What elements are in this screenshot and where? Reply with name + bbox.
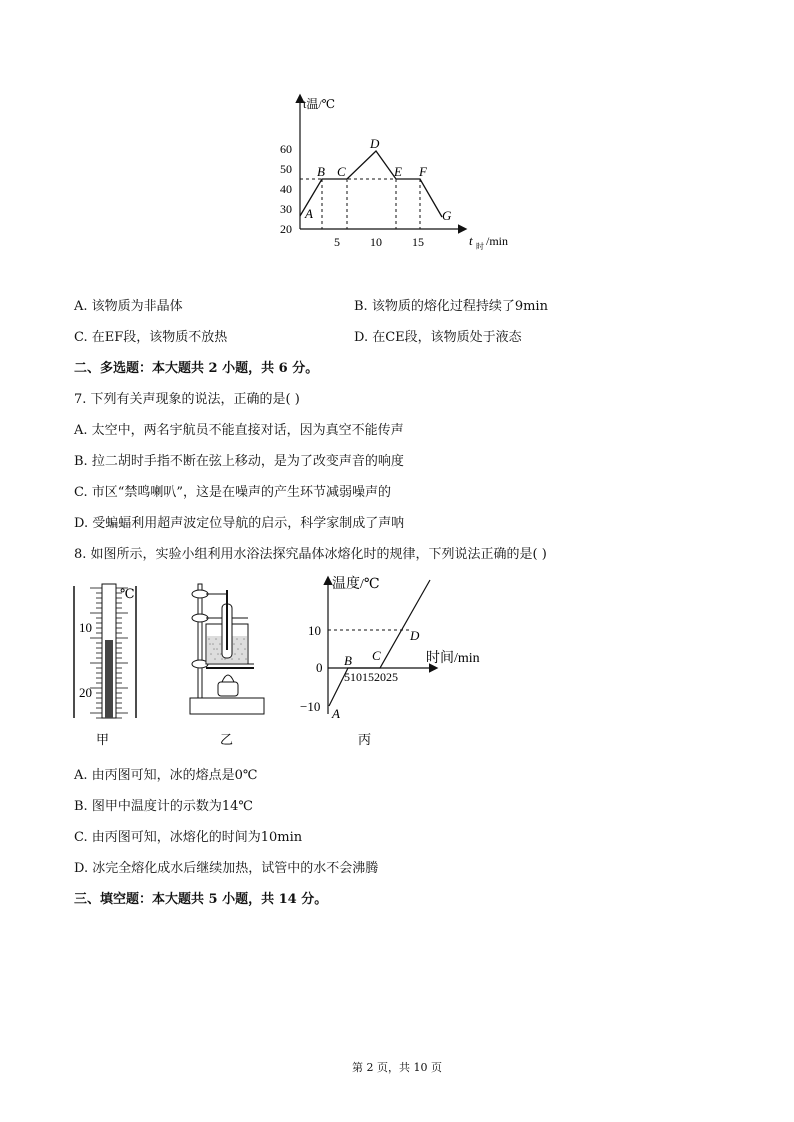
q7-stem: 7. 下列有关声现象的说法，正确的是( ) bbox=[74, 392, 300, 407]
y-tick: 60 bbox=[280, 142, 292, 156]
y-tick: 0 bbox=[316, 660, 323, 675]
q7-option-c: C. 市区“禁鸣喇叭”，这是在噪声的产生环节减弱噪声的 bbox=[74, 485, 392, 500]
q6-option-a: A. 该物质为非晶体 bbox=[74, 299, 183, 314]
x-tick: 510152025 bbox=[344, 670, 398, 684]
section-heading-fill-in: 三、填空题：本大题共 5 小题，共 14 分。 bbox=[74, 892, 328, 907]
y-tick: 50 bbox=[280, 162, 292, 176]
y-axis-label: t温/℃ bbox=[303, 97, 336, 111]
tick-label: 10 bbox=[79, 620, 92, 635]
y-axis-label: 温度/℃ bbox=[332, 577, 380, 592]
x-tick: 5 bbox=[334, 235, 340, 249]
point-label: G bbox=[442, 208, 452, 223]
q8-option-b: B. 图甲中温度计的示数为14℃ bbox=[74, 799, 253, 814]
q8-option-c: C. 由丙图可知，冰熔化的时间为10min bbox=[74, 830, 303, 845]
point-label: B bbox=[344, 653, 352, 668]
q7-option-a: A. 太空中，两名宇航员不能直接对话，因为真空不能传声 bbox=[74, 423, 404, 438]
y-tick: 40 bbox=[280, 182, 292, 196]
point-label: C bbox=[372, 648, 381, 663]
page-footer: 第 2 页，共 10 页 bbox=[352, 1061, 442, 1074]
y-tick: 10 bbox=[308, 623, 321, 638]
water-bath-apparatus bbox=[176, 578, 276, 750]
point-label: A bbox=[305, 206, 313, 221]
svg-text:t: t bbox=[469, 233, 473, 248]
q8-option-a: A. 由丙图可知，冰的熔点是0℃ bbox=[74, 768, 258, 783]
thermometer-figure bbox=[66, 578, 146, 750]
q7-option-d: D. 受蝙蝠利用超声波定位导航的启示，科学家制成了声呐 bbox=[74, 516, 405, 531]
ice-melting-graph bbox=[296, 572, 506, 752]
q7-option-b: B. 拉二胡时手指不断在弦上移动，是为了改变声音的响度 bbox=[74, 454, 404, 469]
svg-text:/min: /min bbox=[486, 234, 509, 248]
q6-option-c: C. 在EF段，该物质不放热 bbox=[74, 330, 228, 345]
y-tick: 30 bbox=[280, 202, 292, 216]
point-label: A bbox=[332, 706, 340, 721]
point-label: D bbox=[410, 628, 420, 643]
x-tick: 10 bbox=[370, 235, 382, 249]
figure-caption: 丙 bbox=[358, 732, 372, 747]
point-label: E bbox=[394, 164, 402, 179]
melting-curve-graph bbox=[270, 88, 530, 258]
point-label: B bbox=[317, 164, 325, 179]
q6-option-b: B. 该物质的熔化过程持续了9min bbox=[354, 299, 548, 314]
point-label: C bbox=[337, 164, 346, 179]
y-tick: −10 bbox=[300, 699, 321, 714]
svg-text:℃: ℃ bbox=[120, 586, 135, 601]
mercury-column bbox=[105, 640, 113, 718]
x-tick: 15 bbox=[412, 235, 424, 249]
figure-caption: 乙 bbox=[220, 732, 234, 747]
point-label: D bbox=[370, 136, 380, 151]
curve-line bbox=[300, 151, 442, 217]
svg-text:时: 时 bbox=[476, 242, 484, 251]
x-axis-label: 时间/min bbox=[426, 651, 480, 666]
y-tick: 20 bbox=[280, 222, 292, 236]
q6-option-d: D. 在CE段，该物质处于液态 bbox=[354, 330, 522, 345]
curve-line bbox=[329, 580, 430, 706]
tick-label: 20 bbox=[79, 685, 92, 700]
q8-option-d: D. 冰完全熔化成水后继续加热，试管中的水不会沸腾 bbox=[74, 861, 379, 876]
section-heading-multiple-choice: 二、多选题：本大题共 2 小题，共 6 分。 bbox=[74, 361, 319, 376]
x-axis-label bbox=[469, 233, 508, 251]
q8-stem: 8. 如图所示，实验小组利用水浴法探究晶体冰熔化时的规律，下列说法正确的是( ) bbox=[74, 547, 547, 562]
figure-caption: 甲 bbox=[96, 732, 110, 747]
point-label: F bbox=[419, 164, 427, 179]
